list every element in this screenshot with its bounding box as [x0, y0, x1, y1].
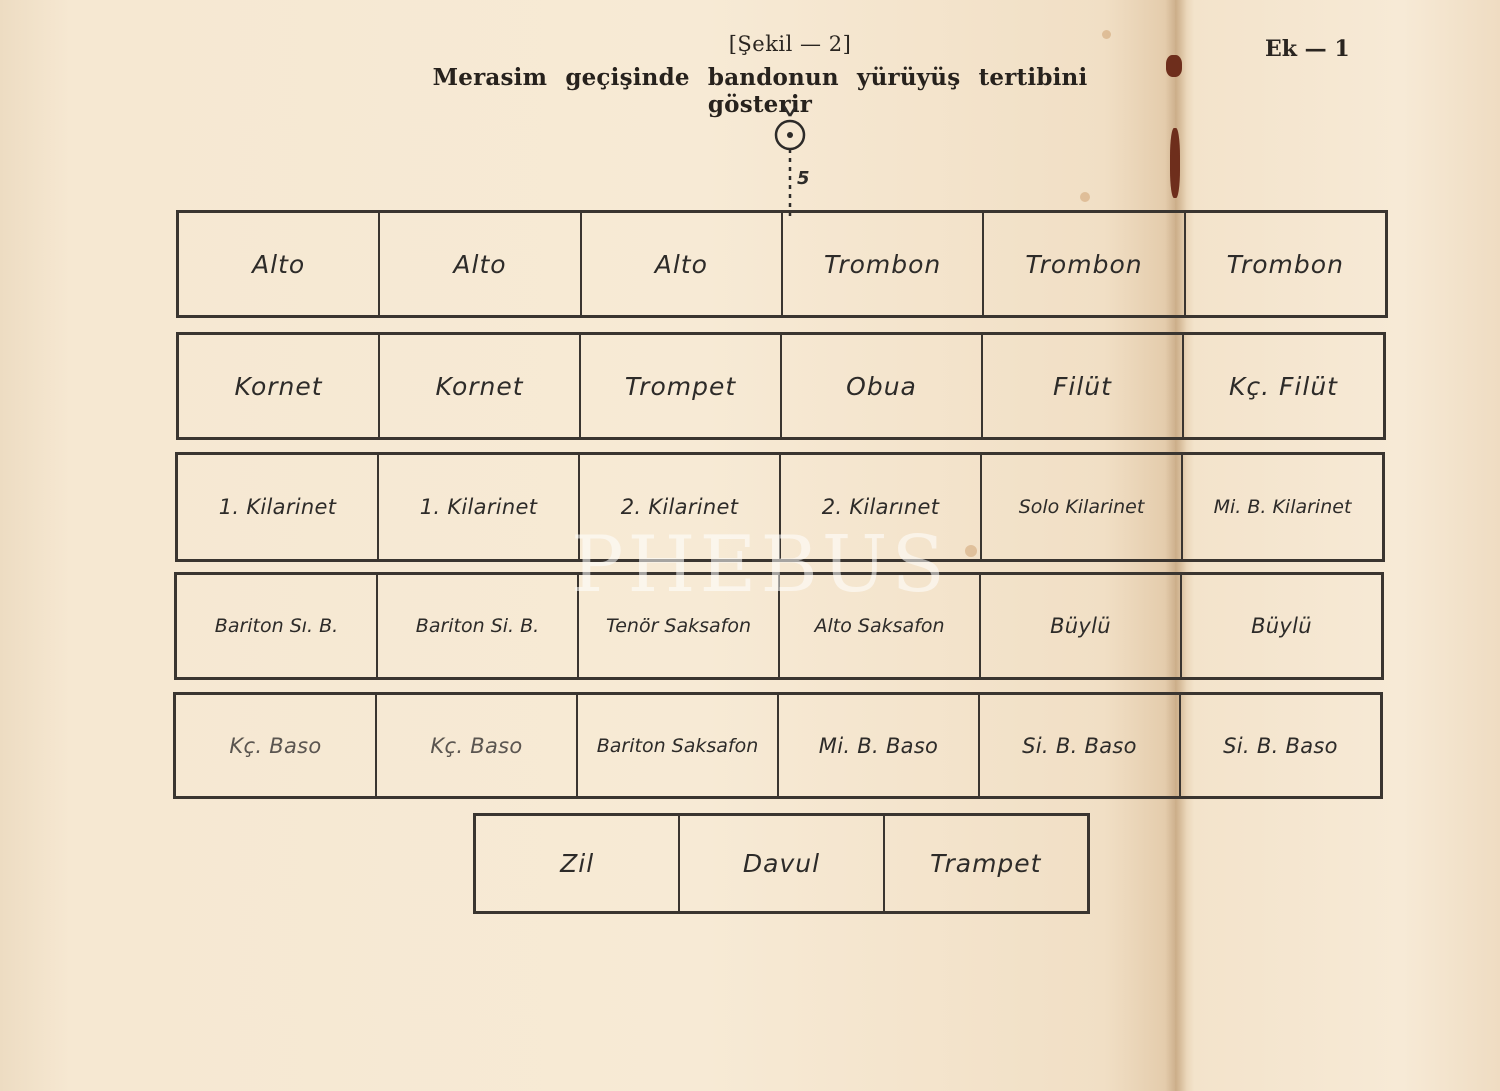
formation-row-3	[175, 452, 1385, 562]
formation-row-2	[176, 332, 1386, 440]
percussion-cell: Trampet	[930, 849, 1042, 878]
instrument-cell: 1. Kilarinet	[379, 455, 580, 559]
instrument-cell: Alto	[380, 213, 581, 315]
instrument-cell: Kç. Baso	[176, 695, 377, 796]
conductor-marker	[764, 100, 824, 220]
formation-row-5	[173, 692, 1383, 799]
formation-row-1	[176, 210, 1388, 318]
instrument-cell: Mi. B. Kilarinet	[1213, 496, 1352, 518]
conductor-dot	[787, 132, 793, 138]
instrument-cell: 2. Kilarinet	[580, 455, 781, 559]
formation-row-4	[174, 572, 1384, 680]
percussion-cell: Davul	[680, 816, 884, 911]
figure-caption: [Şekil — 2]	[728, 32, 852, 56]
percussion-cell: Zil	[476, 816, 680, 911]
paper-stain	[1102, 30, 1111, 39]
instrument-cell: Kç. Baso	[377, 695, 578, 796]
instrument-cell: Mi. B. Baso	[779, 695, 980, 796]
instrument-cell: 1. Kilarinet	[178, 455, 379, 559]
instrument-cell: Obua	[782, 335, 983, 437]
instrument-cell: Alto	[179, 213, 380, 315]
paper-stain	[1080, 192, 1090, 202]
instrument-cell: Trombon	[984, 213, 1185, 315]
instrument-cell: Solo Kilarinet	[982, 455, 1183, 559]
instrument-cell: Kornet	[179, 335, 380, 437]
marker-prong-left	[784, 106, 790, 116]
marker-prong-right	[790, 106, 796, 116]
instrument-cell: Bariton Sı. B.	[177, 575, 378, 677]
instrument-cell: Trombon	[1226, 249, 1344, 279]
page-label: Ek — 1	[1265, 36, 1350, 62]
spine-stain	[1166, 55, 1182, 77]
percussion-row	[473, 813, 1090, 914]
instrument-cell: Bariton Si. B.	[378, 575, 579, 677]
instrument-cell: Alto	[582, 213, 783, 315]
instrument-cell: Filüt	[983, 335, 1184, 437]
distance-label: 5	[797, 168, 810, 189]
instrument-cell: Trompet	[581, 335, 782, 437]
instrument-cell: Kornet	[380, 335, 581, 437]
instrument-cell: Bariton Saksafon	[578, 695, 779, 796]
instrument-cell: Alto Saksafon	[780, 575, 981, 677]
instrument-cell: 2. Kilarınet	[781, 455, 982, 559]
instrument-cell: Trombon	[783, 213, 984, 315]
spine-stain	[1170, 128, 1180, 198]
watermark: PHEBUS	[571, 520, 949, 610]
instrument-cell: Büylü	[1251, 614, 1312, 638]
instrument-cell: Tenör Saksafon	[579, 575, 780, 677]
instrument-cell: Si. B. Baso	[980, 695, 1181, 796]
instrument-cell: Si. B. Baso	[1223, 733, 1338, 758]
figure-title: Merasim geçişinde bandonun yürüyüş tertibini gösterir	[432, 64, 1088, 118]
instrument-cell: Kç. Filüt	[1229, 371, 1338, 401]
instrument-cell: Büylü	[981, 575, 1182, 677]
